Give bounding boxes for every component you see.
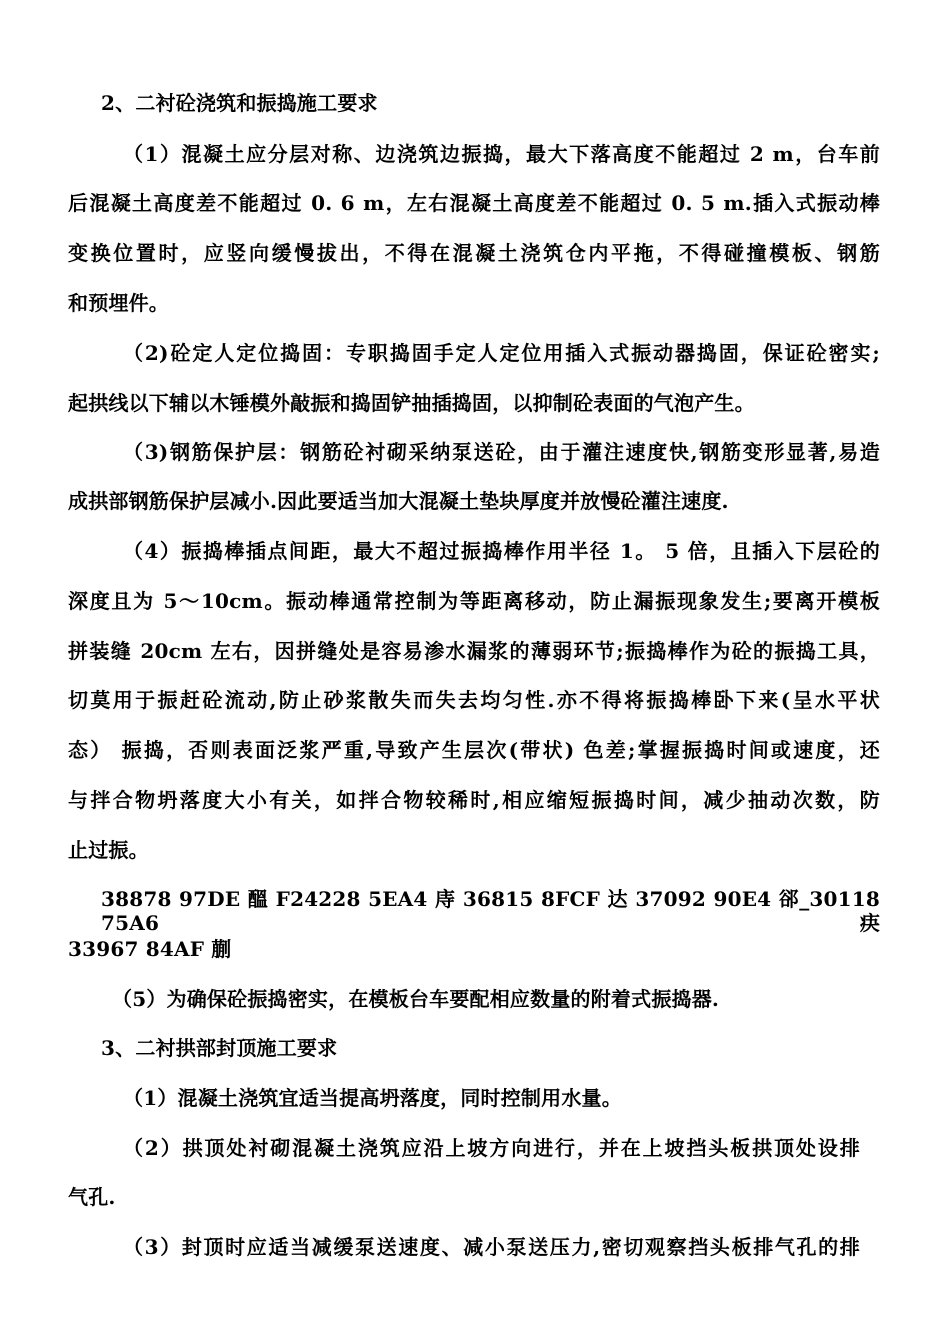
paragraph-1-line-1: （1）混凝土应分层对称、边浇筑边振捣，最大下落高度不能超过 2 m，台车前 [123,142,880,166]
paragraph-3-line-2: 成拱部钢筋保护层减小.因此要适当加大混凝土垫块厚度并放慢砼灌注速度. [68,489,729,513]
paragraph-7-line-2: 气孔. [68,1185,116,1209]
paragraph-7-line-1: （2）拱顶处衬砌混凝土浇筑应沿上坡方向进行，并在上坡挡头板拱顶处设排 [123,1136,860,1160]
paragraph-4-line-2: 深度且为 5～10cm。振动棒通常控制为等距离移动，防止漏振现象发生;要离开模板 [68,589,880,613]
code-sequence-line-1: 38878 97DE 醞 F24228 5EA4 庤 36815 8FCF 达 37092 90E4 郤_30118 75A6 疦 [101,887,880,935]
paragraph-4-line-6: 与拌合物坍落度大小有关，如拌合物较稀时,相应缩短振捣时间，减少抽动次数，防 [68,788,880,812]
paragraph-4-line-3: 拼装缝 20cm 左右，因拼缝处是容易渗水漏浆的薄弱环节;振捣棒作为砼的振捣工具， [68,639,880,663]
code-sequence-line-2: 33967 84AF 蒯 [68,937,232,961]
paragraph-2-line-2: 起拱线以下辅以木锤模外敲振和捣固铲抽插捣固，以抑制砼表面的气泡产生。 [68,391,755,415]
paragraph-4-line-5: 态） 振捣，否则表面泛浆严重,导致产生层次(带状) 色差;掌握振捣时间或速度，还 [68,738,880,762]
section-heading-3: 3、二衬拱部封顶施工要求 [101,1036,338,1060]
paragraph-5-line-1: （5）为确保砼振捣密实，在模板台车要配相应数量的附着式振捣器. [112,987,720,1011]
section-heading-2: 2、二衬砼浇筑和振捣施工要求 [101,91,378,115]
paragraph-4-line-7: 止过振。 [68,838,149,862]
paragraph-1-line-2: 后混凝土高度差不能超过 0. 6 m，左右混凝土高度差不能超过 0. 5 m.插入式振动棒 [68,191,880,215]
paragraph-4-line-4: 切莫用于振赶砼流动,防止砂浆散失而失去均匀性.亦不得将振捣棒卧下来(呈水平状 [68,688,880,712]
paragraph-1-line-4: 和预埋件。 [68,291,169,315]
paragraph-4-line-1: （4）振捣棒插点间距，最大不超过振捣棒作用半径 1。 5 倍，且插入下层砼的 [123,539,880,563]
paragraph-3-line-1: （3)钢筋保护层：钢筋砼衬砌采纳泵送砼，由于灌注速度快,钢筋变形显著,易造 [123,440,880,464]
paragraph-1-line-3: 变换位置时，应竖向缓慢拔出，不得在混凝土浇筑仓内平拖，不得碰撞模板、钢筋 [68,241,880,265]
paragraph-6-line-1: （1）混凝土浇筑宜适当提高坍落度，同时控制用水量。 [123,1086,622,1110]
paragraph-8-line-1: （3）封顶时应适当减缓泵送速度、减小泵送压力,密切观察挡头板排气孔的排 [123,1235,860,1259]
paragraph-2-line-1: （2)砼定人定位捣固：专职捣固手定人定位用插入式振动器捣固，保证砼密实; [123,341,880,365]
